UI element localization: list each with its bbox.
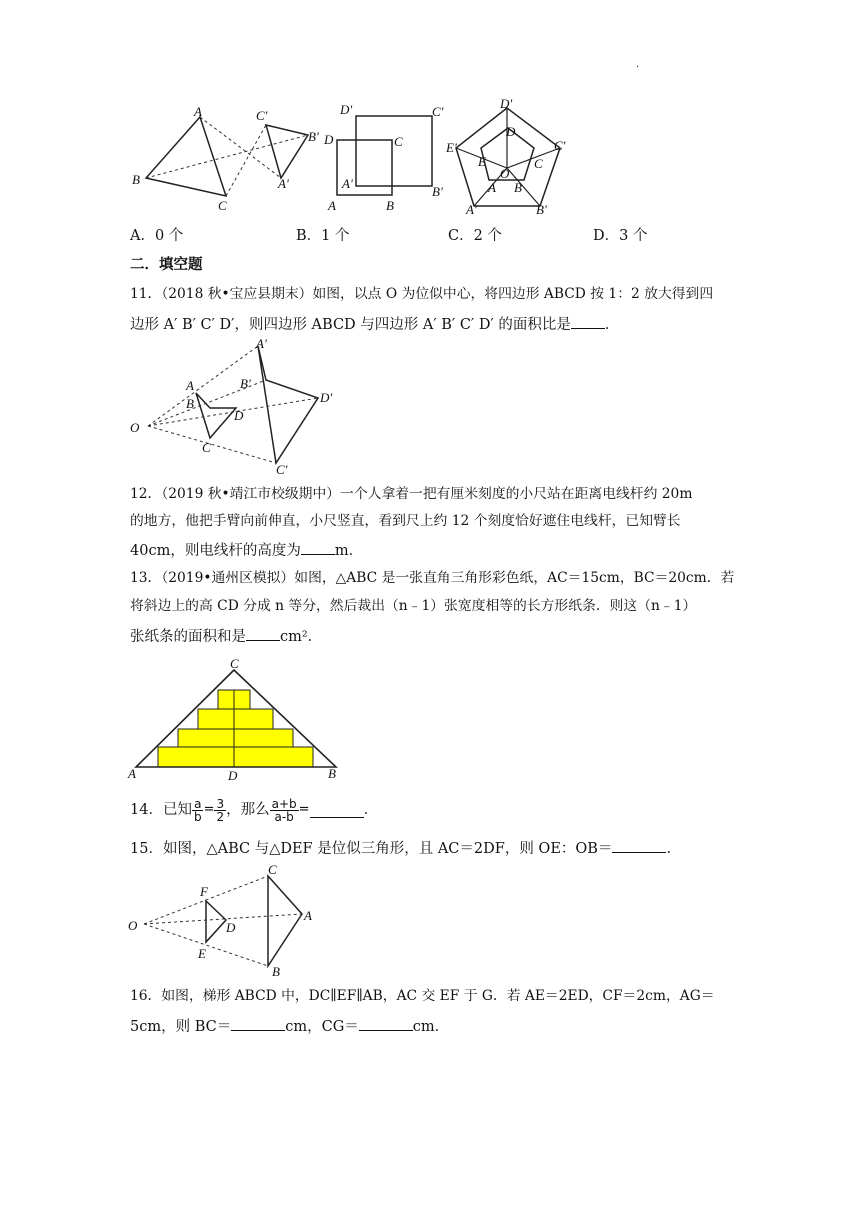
- q10-figure-3: [444, 96, 574, 218]
- fig3-label-d: D: [506, 124, 516, 139]
- q12-line-3: [130, 538, 363, 562]
- q11-label-c-prime: C': [276, 462, 288, 477]
- q14-fraction-a-over-b: [192, 798, 204, 823]
- q12-line-2: 的地方，他把手臂向前伸直，小尺竖直，看到尺上约 12 个刻度恰好遮住电线杆，已知臂长: [130, 513, 681, 529]
- q11-label-d-prime: D': [320, 390, 333, 405]
- q10-figure-1: [128, 100, 328, 215]
- fig3-label-a: A: [488, 180, 496, 195]
- q14-eq-2: =: [298, 802, 310, 817]
- q15-figure: [126, 862, 326, 977]
- q16-line-2: [130, 1014, 449, 1038]
- fig1-label-c-prime: C': [256, 108, 268, 123]
- q11-line-2-end: ．: [604, 317, 620, 333]
- q16-line-2-c: cm．: [412, 1019, 450, 1035]
- q14-frac2-num: 3: [216, 796, 225, 811]
- fig3-label-o: O: [500, 166, 510, 181]
- q14-frac3-num: a+b: [271, 796, 297, 811]
- q16-cg-blank[interactable]: [359, 1014, 413, 1031]
- q13-line-3-end: cm²．: [280, 629, 323, 645]
- option-c: C．2 个: [448, 228, 502, 244]
- fig2-label-b-prime: B': [432, 184, 443, 199]
- q12-line-3-text: 40cm，则电线杆的高度为: [130, 543, 301, 559]
- fig1-label-b: B: [132, 172, 140, 187]
- option-a: A．0 个: [130, 228, 184, 244]
- q14-frac1-num: a: [194, 796, 202, 811]
- q13-strips: [158, 690, 313, 767]
- fig3-label-e: E: [478, 154, 486, 169]
- q13-line-3: [130, 624, 322, 648]
- q14-frac2-den: 2: [216, 809, 225, 824]
- q12-line-1: 12．（2019 秋•靖江市校级期中）一个人拿着一把有厘米刻度的小尺站在距离电线杆约 20m: [130, 486, 693, 502]
- fig2-label-c: C: [394, 134, 403, 149]
- q14-mid: ，那么: [226, 802, 270, 818]
- q16-bc-blank[interactable]: [231, 1014, 285, 1031]
- q14-frac1-den: b: [193, 809, 202, 824]
- q11-label-d: D: [234, 408, 244, 423]
- header-dot: .: [636, 59, 640, 70]
- q13-label-d: D: [228, 768, 238, 783]
- q13-answer-blank[interactable]: [246, 624, 280, 641]
- fig2-label-a: A: [328, 198, 336, 213]
- q16-line-2-b: cm，CG＝: [285, 1019, 359, 1035]
- q11-label-a-prime: A': [256, 338, 267, 351]
- q11-line-2-text: 边形 A′ B′ C′ D′，则四边形 ABCD 与四边形 A′ B′ C′ D′ 的面积比是: [130, 317, 571, 333]
- q13-line-1: 13．（2019•通州区模拟）如图，△ABC 是一张直角三角形彩色纸，AC＝15cm，BC＝20cm．若: [130, 570, 735, 586]
- q11-figure: [126, 338, 356, 478]
- q15-label-b: B: [272, 964, 280, 977]
- fig3-label-d-prime: D': [500, 96, 513, 111]
- q14-eq-1: =: [203, 802, 215, 817]
- q16-line-2-a: 5cm，则 BC＝: [130, 1019, 232, 1035]
- fig3-label-c: C: [534, 156, 543, 171]
- q10-figure-2: [322, 100, 452, 215]
- q11-label-o: O: [130, 420, 140, 435]
- q11-label-b: B: [186, 396, 194, 411]
- q13-label-c: C: [230, 656, 239, 671]
- q13-line-3-text: 张纸条的面积和是: [130, 629, 246, 645]
- q13-line-2: 将斜边上的高 CD 分成 n 等分，然后裁出（n﹣1）张宽度相等的长方形纸条．则这（n﹣1）: [130, 598, 697, 614]
- fig1-label-c: C: [218, 198, 227, 213]
- option-d: D．3 个: [593, 228, 648, 244]
- q14-suffix: ．: [363, 802, 379, 818]
- q13-label-a: A: [128, 766, 136, 781]
- q15-label-f: F: [200, 884, 208, 899]
- q11-line-1: 11．（2018 秋•宝应县期末）如图，以点 O 为位似中心，将四边形 ABCD 按 1：2 放大得到四: [130, 286, 714, 302]
- fig1-label-b-prime: B': [308, 129, 319, 144]
- q14-line: [130, 797, 378, 823]
- fig2-label-a-prime: A': [342, 176, 353, 191]
- q14-fraction-target: [270, 798, 299, 823]
- q15-end: ．: [666, 841, 681, 857]
- q11-line-2: [130, 312, 619, 336]
- q13-label-b: B: [328, 766, 336, 781]
- q15-label-e: E: [198, 946, 206, 961]
- fig1-label-a: A: [194, 104, 202, 119]
- q15-text: 15．如图，△ABC 与△DEF 是位似三角形，且 AC＝2DF，则 OE：OB＝: [130, 841, 613, 857]
- q11-answer-blank[interactable]: [571, 312, 605, 329]
- fig2-label-b: B: [386, 198, 394, 213]
- q14-prefix: 14．已知: [130, 802, 192, 818]
- q11-label-c: C: [202, 440, 211, 455]
- q15-line: [130, 836, 681, 860]
- q14-fraction-3-over-2: [214, 798, 226, 823]
- fig2-label-d: D: [324, 132, 334, 147]
- fig3-label-b: B: [514, 180, 522, 195]
- fig3-label-c-prime: C': [554, 138, 566, 153]
- fig1-label-a-prime: A': [278, 176, 289, 191]
- q15-label-c: C: [268, 862, 277, 877]
- q11-label-b-prime: B': [240, 376, 251, 391]
- q15-label-d: D: [226, 920, 236, 935]
- fig2-label-d-prime: D': [340, 102, 353, 117]
- option-b: B．1 个: [296, 228, 350, 244]
- q11-label-a: A: [186, 378, 194, 393]
- q13-figure: [126, 656, 351, 784]
- q16-line-1: 16．如图，梯形 ABCD 中，DC∥EF∥AB，AC 交 EF 于 G．若 AE＝2ED，CF＝2cm，AG＝: [130, 988, 715, 1004]
- fig3-label-b-prime: B': [536, 202, 547, 217]
- fig3-label-e-prime: E': [446, 140, 457, 155]
- q12-line-3-end: m．: [334, 543, 364, 559]
- q15-label-o: O: [128, 918, 138, 933]
- q14-frac3-den: a-b: [274, 809, 294, 824]
- q12-answer-blank[interactable]: [301, 538, 335, 555]
- q15-answer-blank[interactable]: [612, 836, 666, 853]
- fig2-label-c-prime: C': [432, 104, 444, 119]
- fig3-label-a-prime: A': [466, 202, 477, 217]
- q14-answer-blank[interactable]: [310, 803, 364, 818]
- q15-label-a: A: [304, 908, 312, 923]
- section-title: 二．填空题: [130, 256, 203, 273]
